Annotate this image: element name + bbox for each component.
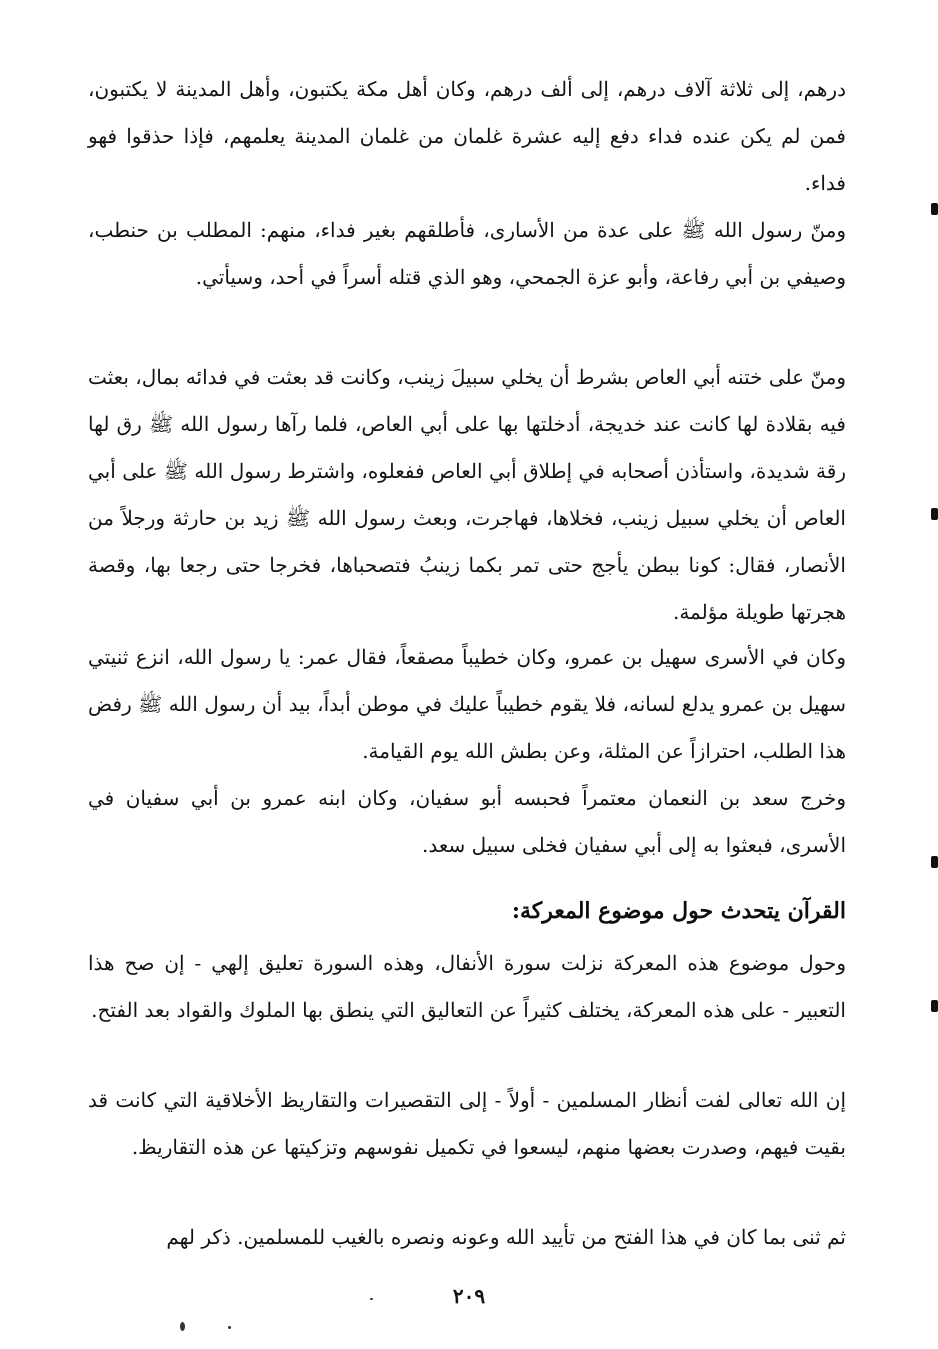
binding-hole-mark (931, 1000, 938, 1012)
scan-speck (228, 1326, 231, 1329)
scan-speck (370, 1298, 373, 1300)
page-number: ٢٠٩ (452, 1284, 486, 1308)
paragraph-8: ثم ثنى بما كان في هذا الفتح من تأييد الله وعونه ونصره بالغيب للمسلمين. ذكر لهم (166, 1225, 846, 1249)
paragraph-8-block (88, 1214, 846, 1261)
paragraph-6-block (88, 940, 846, 1034)
paragraph-7: إن الله تعالى لفت أنظار المسلمين - أولاً - إلى التقصيرات والتقاريظ الأخلاقية التي كانت قد بقيت فيهم، وصدرت بعضها منهم، ليسعوا في تكميل نفوسهم وتزكيتها عن هذه التقاريظ. (88, 1088, 846, 1159)
section-heading: القرآن يتحدث حول موضوع المعركة: (511, 898, 846, 924)
paragraph-4-block (88, 634, 846, 775)
paragraph-5: وخرج سعد بن النعمان معتمراً فحبسه أبو سفيان، وكان ابنه عمرو بن أبي سفيان في الأسرى، فبعثوا به إلى أبي سفيان فخلى سبيل سعد. (88, 786, 846, 857)
paragraph-4: وكان في الأسرى سهيل بن عمرو، وكان خطيباً مصقعاً، فقال عمر: يا رسول الله، انزع ثنيتي سهيل بن عمرو يدلع لسانه، فلا يقوم خطيباً عليك في موطن أبداً، بيد أن رسول الله ﷺ رفض هذا الطلب، احترازاً عن المثلة، وعن بطش الله يوم القيامة. (88, 645, 846, 763)
binding-hole-mark (931, 203, 938, 215)
paragraph-2-block (88, 207, 846, 301)
paragraph-6: وحول موضوع هذه المعركة نزلت سورة الأنفال، وهذه السورة تعليق إلهي - إن صح هذا التعبير - على هذه المعركة، يختلف كثيراً عن التعاليق التي ينطق بها الملوك والقواد بعد الفتح. (88, 951, 846, 1022)
paragraph-1-block (88, 66, 846, 207)
paragraph-7-block (88, 1077, 846, 1171)
paragraph-2: ومنّ رسول الله ﷺ على عدة من الأسارى، فأطلقهم بغير فداء، منهم: المطلب بن حنطب، وصيفي بن أبي رفاعة، وأبو عزة الجمحي، وهو الذي قتله أسراً في أحد، وسيأتي. (88, 218, 846, 289)
scan-speck (180, 1322, 185, 1331)
binding-hole-mark (931, 508, 938, 520)
paragraph-5-block (88, 775, 846, 869)
paragraph-3: ومنّ على ختنه أبي العاص بشرط أن يخلي سبيلَ زينب، وكانت قد بعثت في فدائه بمال، بعثت فيه بقلادة لها كانت عند خديجة، أدخلتها بها على أبي العاص، فلما رآها رسول الله ﷺ رق لها رقة شديدة، واستأذن أصحابه في إطلاق أبي العاص ففعلوه، واشترط رسول الله ﷺ على أبي العاص أن يخلي سبيل زينب، فخلاها، فهاجرت، وبعث رسول الله ﷺ زيد بن حارثة ورجلاً من الأنصار، فقال: كونا ببطن يأجج حتى تمر بكما زينبُ فتصحباها، فخرجا حتى رجعا بها، وقصة هجرتها طويلة مؤلمة. (88, 365, 846, 624)
paragraph-3-block (88, 354, 846, 636)
binding-hole-mark (931, 856, 938, 868)
paragraph-1: درهم، إلى ثلاثة آلاف درهم، إلى ألف درهم، وكان أهل مكة يكتبون، وأهل المدينة لا يكتبون، فمن لم يكن عنده فداء دفع إليه عشرة غلمان من غلمان المدينة يعلمهم، فإذا حذقوا فهو فداء. (88, 77, 846, 195)
